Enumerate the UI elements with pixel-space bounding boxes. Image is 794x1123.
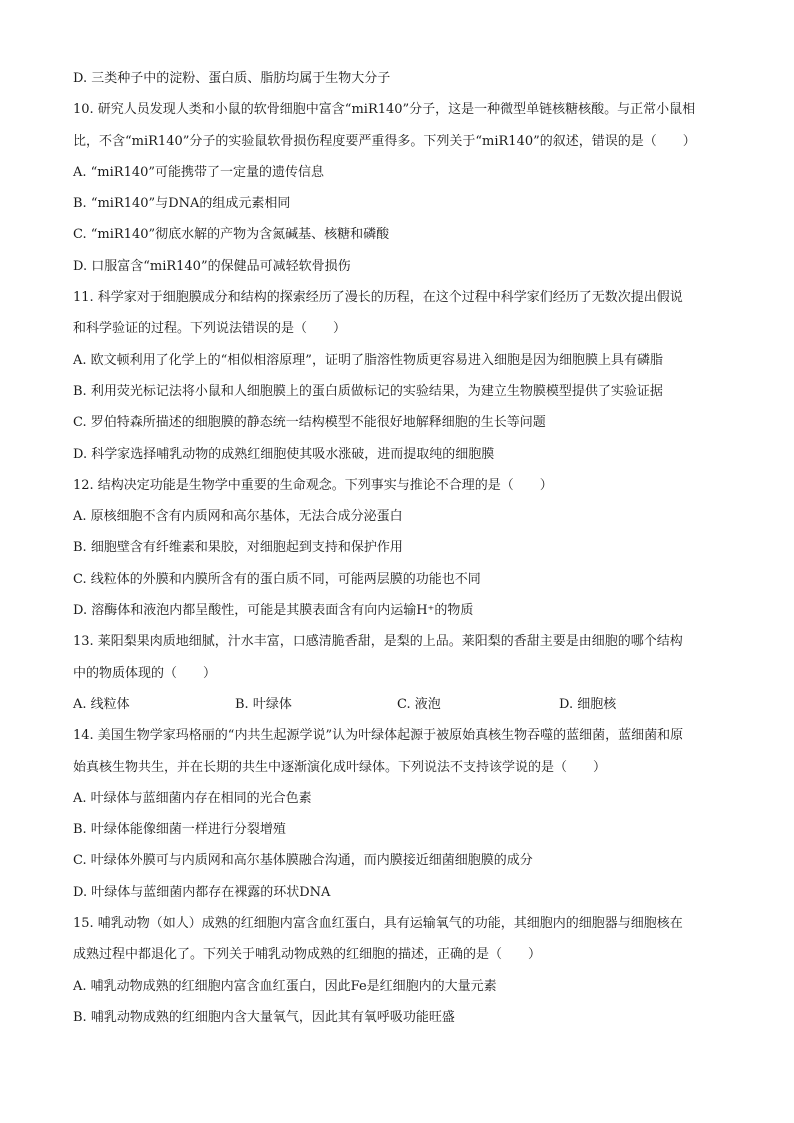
q9-option-d: D. 三类种子中的淀粉、蛋白质、脂肪均属于生物大分子 xyxy=(73,71,391,86)
q11-option-c: C. 罗伯特森所描述的细胞膜的静态统一结构模型不能很好地解释细胞的生长等问题 xyxy=(73,415,546,431)
q11-option-d: D. 科学家选择哺乳动物的成熟红细胞使其吸水涨破，进而提取纯的细胞膜 xyxy=(73,446,495,462)
q12-option-d: D. 溶酶体和液泡内都呈酸性，可能是其膜表面含有向内运输H⁺的物质 xyxy=(73,603,474,619)
q12-option-c: C. 线粒体的外膜和内膜所含有的蛋白质不同，可能两层膜的功能也不同 xyxy=(73,571,481,587)
exam-page xyxy=(73,63,723,1033)
q10-option-d: D. 口服富含“miR140”的保健品可减轻软骨损伤 xyxy=(73,258,351,274)
q10-option-b: B. “miR140”与DNA的组成元素相同 xyxy=(73,196,291,212)
q14-option-a: A. 叶绿体与蓝细菌内存在相同的光合色素 xyxy=(73,790,312,806)
q10-option-c: C. “miR140”彻底水解的产物为含氮碱基、核糖和磷酸 xyxy=(73,227,390,243)
q13-option-d: D. 细胞核 xyxy=(559,696,617,712)
q10-stem-line2: 比，不含“miR140”分子的实验鼠软骨损伤程度要严重得多。下列关于“miR140”的叙述，错误的是（ ） xyxy=(73,133,696,149)
q12-stem: 12. 结构决定功能是生物学中重要的生命观念。下列事实与推论不合理的是（ ） xyxy=(73,477,553,493)
q10-stem-line1: 10. 研究人员发现人类和小鼠的软骨细胞中富含“miR140”分子，这是一种微型单链核糖核酸。与正常小鼠相 xyxy=(73,102,696,118)
q11-stem-line1: 11. 科学家对于细胞膜成分和结构的探索经历了漫长的历程，在这个过程中科学家们经历了无数次提出假说 xyxy=(73,290,683,306)
q15-option-b: B. 哺乳动物成熟的红细胞内含大量氧气，因此其有氧呼吸功能旺盛 xyxy=(73,1009,455,1025)
q14-stem-line1: 14. 美国生物学家玛格丽的“内共生起源学说”认为叶绿体起源于被原始真核生物吞噬的蓝细菌，蓝细菌和原 xyxy=(73,728,684,744)
q12-option-b: B. 细胞壁含有纤维素和果胶，对细胞起到支持和保护作用 xyxy=(73,540,403,556)
q11-stem-line2: 和科学验证的过程。下列说法错误的是（ ） xyxy=(73,321,347,337)
q14-stem-line2: 始真核生物共生，并在长期的共生中逐渐演化成叶绿体。下列说法不支持该学说的是（ ） xyxy=(73,759,607,775)
q11-option-b: B. 利用荧光标记法将小鼠和人细胞膜上的蛋白质做标记的实验结果，为建立生物膜模型提供了实验证据 xyxy=(73,383,663,399)
q15-stem-line2: 成熟过程中都退化了。下列关于哺乳动物成熟的红细胞的描述，正确的是（ ） xyxy=(73,947,542,963)
q13-stem-line2: 中的物质体现的（ ） xyxy=(73,665,217,681)
q12-option-a: A. 原核细胞不含有内质网和高尔基体，无法合成分泌蛋白 xyxy=(73,509,403,525)
q15-option-a: A. 哺乳动物成熟的红细胞内富含血红蛋白，因此Fe是红细胞内的大量元素 xyxy=(73,978,497,994)
q13-options xyxy=(73,689,723,720)
q13-stem-line1: 13. 莱阳梨果肉质地细腻，汁水丰富，口感清脆香甜，是梨的上品。莱阳梨的香甜主要是由细胞的哪个结构 xyxy=(73,634,683,650)
q14-option-b: B. 叶绿体能像细菌一样进行分裂增殖 xyxy=(73,822,286,838)
q11-option-a: A. 欧文顿利用了化学上的“相似相溶原理”，证明了脂溶性物质更容易进入细胞是因为细胞膜上具有磷脂 xyxy=(73,352,663,368)
q15-stem-line1: 15. 哺乳动物（如人）成熟的红细胞内富含血红蛋白，具有运输氧气的功能，其细胞内的细胞器与细胞核在 xyxy=(73,916,683,932)
q13-option-c: C. 液泡 xyxy=(397,696,441,712)
q14-option-c: C. 叶绿体外膜可与内质网和高尔基体膜融合沟通，而内膜接近细菌细胞膜的成分 xyxy=(73,853,533,869)
q10-option-a: A. “miR140”可能携带了一定量的遗传信息 xyxy=(73,164,325,180)
q13-option-a: A. 线粒体 xyxy=(73,696,130,712)
q13-option-b: B. 叶绿体 xyxy=(235,696,292,712)
q14-option-d: D. 叶绿体与蓝细菌内都存在裸露的环状DNA xyxy=(73,884,331,900)
